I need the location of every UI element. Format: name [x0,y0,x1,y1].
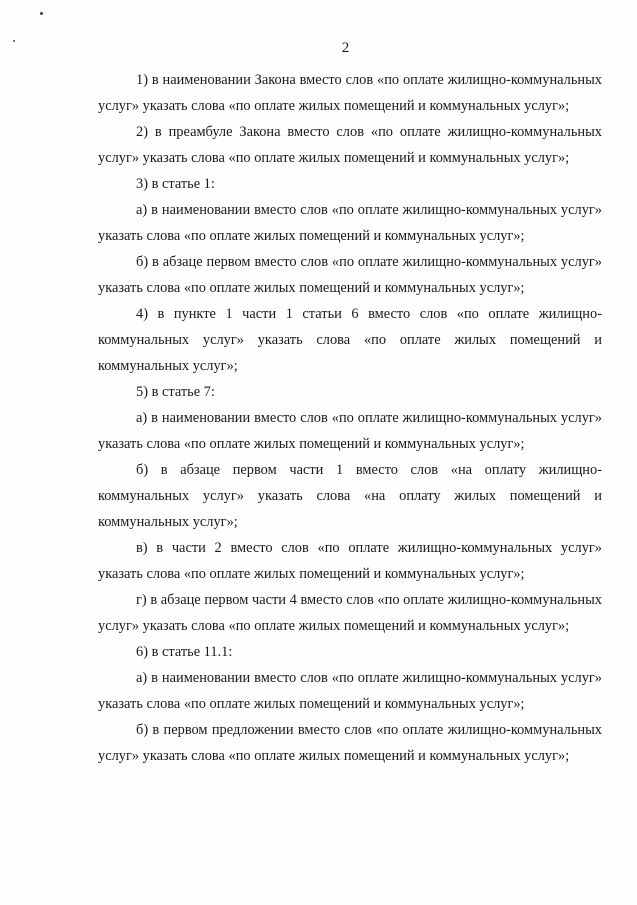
paragraph: в) в части 2 вместо слов «по оплате жилищно-коммунальных услуг» указать слова «по оплате жилых помещений и коммунальных услуг»; [98,540,602,582]
paragraph: г) в абзаце первом части 4 вместо слов «по оплате жилищно-коммунальных услуг» указать слова «по оплате жилых помещений и коммунальных услуг»; [98,592,602,634]
document-body [98,67,602,769]
paragraph: 6) в статье 11.1: [136,644,233,660]
paragraph: б) в абзаце первом вместо слов «по оплате жилищно-коммунальных услуг» указать слова «по оплате жилых помещений и коммунальных услуг»; [98,254,602,296]
paragraph: б) в первом предложении вместо слов «по оплате жилищно-коммунальных услуг» указать слова «по оплате жилых помещений и коммунальных услуг»; [98,722,602,764]
paragraph: б) в абзаце первом части 1 вместо слов «на оплату жилищно-коммунальных услуг» указать слова «на оплату жилых помещений и коммунальных услуг»; [98,462,602,530]
page-number: 2 [341,40,350,56]
paragraph: 4) в пункте 1 части 1 статьи 6 вместо слов «по оплате жилищно-коммунальных услуг» указать слова «по оплате жилых помещений и коммунальных услуг»; [98,306,602,374]
paragraph: а) в наименовании вместо слов «по оплате жилищно-коммунальных услуг» указать слова «по оплате жилых помещений и коммунальных услуг»; [98,670,602,712]
scan-artifact [13,40,15,42]
paragraph: 5) в статье 7: [136,384,215,400]
scan-artifact [40,12,43,15]
paragraph: 1) в наименовании Закона вместо слов «по оплате жилищно-коммунальных услуг» указать слова «по оплате жилых помещений и коммунальных услуг»; [98,72,602,114]
paragraph: 2) в преамбуле Закона вместо слов «по оплате жилищно-коммунальных услуг» указать слова «по оплате жилых помещений и коммунальных услуг»; [98,124,602,166]
paragraph: 3) в статье 1: [136,176,215,192]
paragraph: а) в наименовании вместо слов «по оплате жилищно-коммунальных услуг» указать слова «по оплате жилых помещений и коммунальных услуг»; [98,410,602,452]
paragraph: а) в наименовании вместо слов «по оплате жилищно-коммунальных услуг» указать слова «по оплате жилых помещений и коммунальных услуг»; [98,202,602,244]
